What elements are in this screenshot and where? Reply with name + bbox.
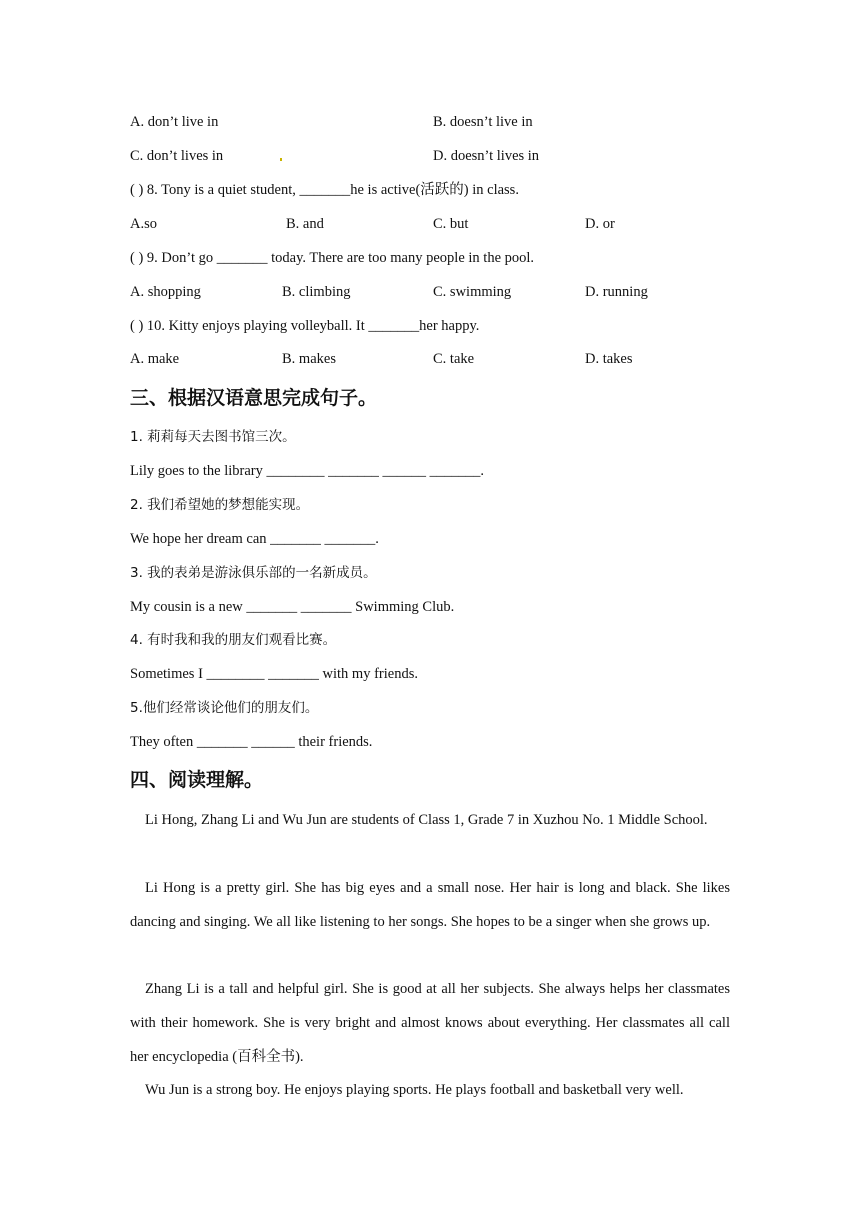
q8-option-a: A.so (130, 216, 157, 232)
q8-option-c: C. but (433, 216, 469, 232)
q10-option-c: C. take (433, 351, 475, 367)
q9-option-a: A. shopping (130, 284, 201, 300)
translation-answer-5: They often _______ ______ their friends. (130, 734, 373, 750)
reading-paragraph-4: Wu Jun is a strong boy. He enjoys playing sports. He plays football and basketball very well. (145, 1082, 684, 1098)
q8-option-b: B. and (286, 216, 324, 232)
q7-option-a: A. don’t live in (130, 114, 219, 130)
section-4-heading: 四、阅读理解。 (130, 769, 264, 791)
reading-paragraph-3: Zhang Li is a tall and helpful girl. She is good at all her subjects. She always helps her classmates with their homework. She is very bright and almost knows about everything. Her classmates all call her encyclopedia (百科全书). (130, 981, 730, 1065)
reading-paragraph-1: Li Hong, Zhang Li and Wu Jun are students of Class 1, Grade 7 in Xuzhou No. 1 Middle School. (145, 812, 708, 828)
q9-option-d: D. running (585, 284, 648, 300)
question-10: ( ) 10. Kitty enjoys playing volleyball. It _______her happy. (130, 318, 480, 334)
q9-option-c: C. swimming (433, 284, 512, 300)
q7-option-d: D. doesn’t lives in (433, 148, 540, 164)
translation-prompt-1: 1. 莉莉每天去图书馆三次。 (130, 429, 296, 445)
translation-answer-1: Lily goes to the library ________ _______ ______ _______. (130, 463, 485, 479)
stray-mark (280, 158, 282, 161)
q9-option-b: B. climbing (282, 284, 351, 300)
reading-paragraph-2: Li Hong is a pretty girl. She has big eyes and a small nose. Her hair is long and black. She likes dancing and singing. We all like listening to her songs. She hopes to be a singer when she grows up. (130, 880, 730, 930)
translation-prompt-4: 4. 有时我和我的朋友们观看比赛。 (130, 632, 337, 648)
q10-option-a: A. make (130, 351, 180, 367)
translation-prompt-5: 5.他们经常谈论他们的朋友们。 (130, 700, 319, 716)
q8-option-d: D. or (585, 216, 615, 232)
translation-answer-4: Sometimes I ________ _______ with my friends. (130, 666, 418, 682)
question-9: ( ) 9. Don’t go _______ today. There are too many people in the pool. (130, 250, 535, 266)
section-3-heading: 三、根据汉语意思完成句子。 (130, 387, 378, 409)
translation-prompt-3: 3. 我的表弟是游泳俱乐部的一名新成员。 (130, 565, 377, 581)
question-8: ( ) 8. Tony is a quiet student, _______he is active(活跃的) in class. (130, 182, 519, 198)
q7-option-c: C. don’t lives in (130, 148, 224, 164)
q10-option-d: D. takes (585, 351, 633, 367)
translation-prompt-2: 2. 我们希望她的梦想能实现。 (130, 497, 310, 513)
translation-answer-3: My cousin is a new _______ _______ Swimming Club. (130, 599, 455, 615)
translation-answer-2: We hope her dream can _______ _______. (130, 531, 379, 547)
q10-option-b: B. makes (282, 351, 336, 367)
q7-option-b: B. doesn’t live in (433, 114, 533, 130)
